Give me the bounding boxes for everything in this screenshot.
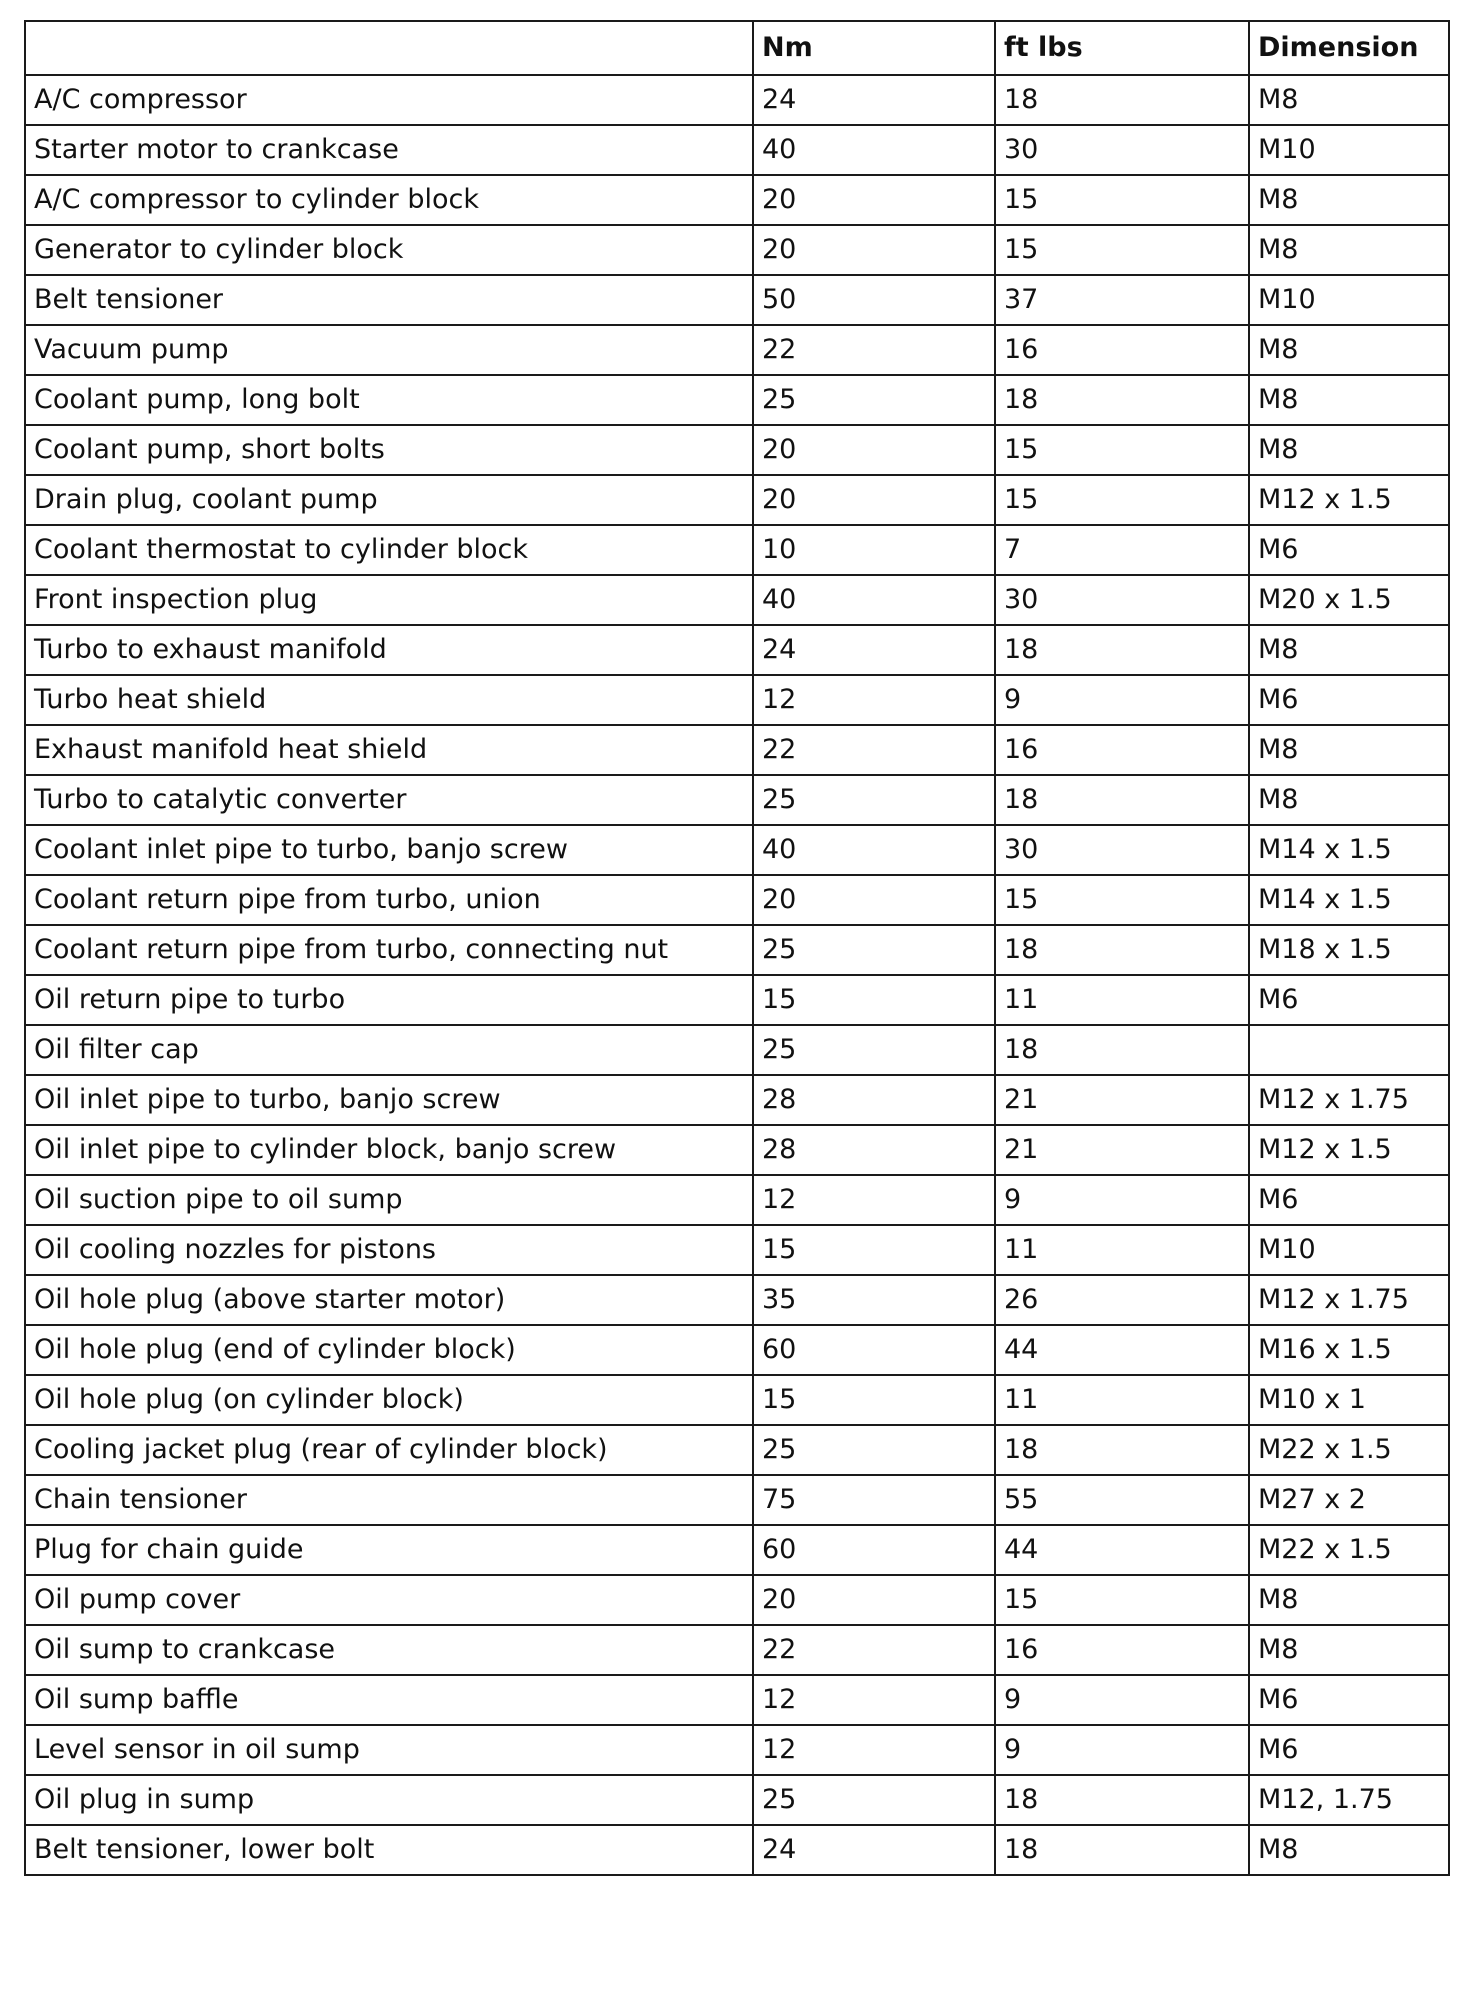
item-cell: Turbo heat shield <box>25 675 753 725</box>
table-row <box>25 275 1449 325</box>
nm-cell: 15 <box>753 1225 995 1275</box>
ft-lbs-cell: 9 <box>995 675 1249 725</box>
dimension-cell: M6 <box>1249 675 1449 725</box>
dimension-cell: M8 <box>1249 775 1449 825</box>
ft-lbs-cell: 55 <box>995 1475 1249 1525</box>
nm-cell: 12 <box>753 1675 995 1725</box>
nm-cell: 25 <box>753 375 995 425</box>
ft-lbs-cell: 15 <box>995 475 1249 525</box>
ft-lbs-cell: 9 <box>995 1725 1249 1775</box>
nm-cell: 12 <box>753 675 995 725</box>
nm-cell: 22 <box>753 725 995 775</box>
table-row <box>25 1125 1449 1175</box>
ft-lbs-cell: 18 <box>995 1425 1249 1475</box>
item-cell: Turbo to catalytic converter <box>25 775 753 825</box>
nm-cell: 12 <box>753 1175 995 1225</box>
nm-cell: 25 <box>753 775 995 825</box>
dimension-cell: M8 <box>1249 175 1449 225</box>
dimension-cell: M8 <box>1249 725 1449 775</box>
nm-cell: 12 <box>753 1725 995 1775</box>
item-cell: Oil inlet pipe to turbo, banjo screw <box>25 1075 753 1125</box>
dimension-cell: M8 <box>1249 1575 1449 1625</box>
nm-cell: 15 <box>753 1375 995 1425</box>
dimension-cell: M8 <box>1249 375 1449 425</box>
nm-cell: 20 <box>753 875 995 925</box>
table-row <box>25 1575 1449 1625</box>
dimension-cell: M6 <box>1249 1725 1449 1775</box>
table-row <box>25 575 1449 625</box>
item-cell: Coolant pump, short bolts <box>25 425 753 475</box>
item-cell: Oil filter cap <box>25 1025 753 1075</box>
ft-lbs-cell: 7 <box>995 525 1249 575</box>
ft-lbs-cell: 16 <box>995 1625 1249 1675</box>
item-cell: Coolant return pipe from turbo, connecting nut <box>25 925 753 975</box>
header-item <box>25 21 753 75</box>
table-row <box>25 125 1449 175</box>
table-row <box>25 675 1449 725</box>
nm-cell: 35 <box>753 1275 995 1325</box>
ft-lbs-cell: 16 <box>995 325 1249 375</box>
item-cell: Level sensor in oil sump <box>25 1725 753 1775</box>
ft-lbs-cell: 9 <box>995 1675 1249 1725</box>
nm-cell: 28 <box>753 1125 995 1175</box>
dimension-cell: M22 x 1.5 <box>1249 1425 1449 1475</box>
table-row <box>25 1625 1449 1675</box>
item-cell: Belt tensioner <box>25 275 753 325</box>
table-body <box>25 75 1449 1875</box>
item-cell: Chain tensioner <box>25 1475 753 1525</box>
nm-cell: 50 <box>753 275 995 325</box>
nm-cell: 20 <box>753 225 995 275</box>
nm-cell: 15 <box>753 975 995 1025</box>
item-cell: Exhaust manifold heat shield <box>25 725 753 775</box>
dimension-cell: M8 <box>1249 625 1449 675</box>
ft-lbs-cell: 11 <box>995 1225 1249 1275</box>
dimension-cell: M22 x 1.5 <box>1249 1525 1449 1575</box>
ft-lbs-cell: 44 <box>995 1325 1249 1375</box>
dimension-cell: M8 <box>1249 1825 1449 1875</box>
dimension-cell: M12 x 1.75 <box>1249 1075 1449 1125</box>
table-row <box>25 1775 1449 1825</box>
item-cell: Coolant inlet pipe to turbo, banjo screw <box>25 825 753 875</box>
ft-lbs-cell: 11 <box>995 1375 1249 1425</box>
ft-lbs-cell: 16 <box>995 725 1249 775</box>
dimension-cell: M8 <box>1249 325 1449 375</box>
item-cell: Belt tensioner, lower bolt <box>25 1825 753 1875</box>
item-cell: Front inspection plug <box>25 575 753 625</box>
dimension-cell: M16 x 1.5 <box>1249 1325 1449 1375</box>
header-row <box>25 21 1449 75</box>
table-row <box>25 725 1449 775</box>
dimension-cell: M18 x 1.5 <box>1249 925 1449 975</box>
item-cell: Drain plug, coolant pump <box>25 475 753 525</box>
dimension-cell <box>1249 1025 1449 1075</box>
ft-lbs-cell: 15 <box>995 425 1249 475</box>
table-row <box>25 775 1449 825</box>
header-nm: Nm <box>753 21 995 75</box>
nm-cell: 40 <box>753 575 995 625</box>
ft-lbs-cell: 15 <box>995 1575 1249 1625</box>
ft-lbs-cell: 15 <box>995 875 1249 925</box>
ft-lbs-cell: 15 <box>995 225 1249 275</box>
item-cell: Oil hole plug (on cylinder block) <box>25 1375 753 1425</box>
ft-lbs-cell: 21 <box>995 1125 1249 1175</box>
item-cell: A/C compressor to cylinder block <box>25 175 753 225</box>
dimension-cell: M6 <box>1249 1175 1449 1225</box>
ft-lbs-cell: 18 <box>995 1025 1249 1075</box>
dimension-cell: M6 <box>1249 525 1449 575</box>
nm-cell: 40 <box>753 825 995 875</box>
ft-lbs-cell: 37 <box>995 275 1249 325</box>
item-cell: Oil pump cover <box>25 1575 753 1625</box>
item-cell: Oil hole plug (above starter motor) <box>25 1275 753 1325</box>
nm-cell: 22 <box>753 325 995 375</box>
ft-lbs-cell: 18 <box>995 1825 1249 1875</box>
nm-cell: 20 <box>753 475 995 525</box>
item-cell: Oil suction pipe to oil sump <box>25 1175 753 1225</box>
table-row <box>25 1525 1449 1575</box>
table-row <box>25 1475 1449 1525</box>
dimension-cell: M12, 1.75 <box>1249 1775 1449 1825</box>
table-row <box>25 475 1449 525</box>
ft-lbs-cell: 18 <box>995 1775 1249 1825</box>
table-row <box>25 875 1449 925</box>
table-row <box>25 975 1449 1025</box>
dimension-cell: M10 <box>1249 125 1449 175</box>
nm-cell: 75 <box>753 1475 995 1525</box>
ft-lbs-cell: 18 <box>995 625 1249 675</box>
item-cell: Cooling jacket plug (rear of cylinder block) <box>25 1425 753 1475</box>
item-cell: Oil sump to crankcase <box>25 1625 753 1675</box>
ft-lbs-cell: 44 <box>995 1525 1249 1575</box>
dimension-cell: M8 <box>1249 1625 1449 1675</box>
nm-cell: 25 <box>753 1025 995 1075</box>
nm-cell: 40 <box>753 125 995 175</box>
item-cell: Coolant pump, long bolt <box>25 375 753 425</box>
table-row <box>25 75 1449 125</box>
nm-cell: 25 <box>753 1425 995 1475</box>
table-row <box>25 425 1449 475</box>
nm-cell: 60 <box>753 1525 995 1575</box>
table-row <box>25 1225 1449 1275</box>
table-row <box>25 1025 1449 1075</box>
table-row <box>25 1675 1449 1725</box>
ft-lbs-cell: 18 <box>995 375 1249 425</box>
ft-lbs-cell: 18 <box>995 775 1249 825</box>
dimension-cell: M8 <box>1249 225 1449 275</box>
dimension-cell: M14 x 1.5 <box>1249 825 1449 875</box>
table-row <box>25 1725 1449 1775</box>
item-cell: Plug for chain guide <box>25 1525 753 1575</box>
nm-cell: 24 <box>753 625 995 675</box>
ft-lbs-cell: 9 <box>995 1175 1249 1225</box>
item-cell: Oil inlet pipe to cylinder block, banjo screw <box>25 1125 753 1175</box>
item-cell: Turbo to exhaust manifold <box>25 625 753 675</box>
table-row <box>25 1075 1449 1125</box>
table-row <box>25 1275 1449 1325</box>
nm-cell: 60 <box>753 1325 995 1375</box>
table-row <box>25 625 1449 675</box>
table-row <box>25 825 1449 875</box>
ft-lbs-cell: 11 <box>995 975 1249 1025</box>
table-row <box>25 175 1449 225</box>
nm-cell: 25 <box>753 925 995 975</box>
item-cell: Oil hole plug (end of cylinder block) <box>25 1325 753 1375</box>
ft-lbs-cell: 30 <box>995 125 1249 175</box>
table-row <box>25 375 1449 425</box>
dimension-cell: M10 <box>1249 1225 1449 1275</box>
nm-cell: 25 <box>753 1775 995 1825</box>
torque-spec-table <box>24 20 1450 1876</box>
table-row <box>25 225 1449 275</box>
dimension-cell: M8 <box>1249 75 1449 125</box>
ft-lbs-cell: 18 <box>995 925 1249 975</box>
dimension-cell: M8 <box>1249 425 1449 475</box>
nm-cell: 24 <box>753 1825 995 1875</box>
nm-cell: 20 <box>753 175 995 225</box>
dimension-cell: M20 x 1.5 <box>1249 575 1449 625</box>
ft-lbs-cell: 30 <box>995 825 1249 875</box>
dimension-cell: M10 <box>1249 275 1449 325</box>
header-dimension: Dimension <box>1249 21 1449 75</box>
nm-cell: 20 <box>753 425 995 475</box>
item-cell: Starter motor to crankcase <box>25 125 753 175</box>
table-row <box>25 325 1449 375</box>
dimension-cell: M12 x 1.5 <box>1249 475 1449 525</box>
nm-cell: 24 <box>753 75 995 125</box>
dimension-cell: M12 x 1.5 <box>1249 1125 1449 1175</box>
dimension-cell: M12 x 1.75 <box>1249 1275 1449 1325</box>
dimension-cell: M6 <box>1249 1675 1449 1725</box>
item-cell: Oil plug in sump <box>25 1775 753 1825</box>
nm-cell: 20 <box>753 1575 995 1625</box>
item-cell: Generator to cylinder block <box>25 225 753 275</box>
table-row <box>25 1175 1449 1225</box>
item-cell: Vacuum pump <box>25 325 753 375</box>
header-ft-lbs: ft lbs <box>995 21 1249 75</box>
item-cell: Oil cooling nozzles for pistons <box>25 1225 753 1275</box>
table-row <box>25 525 1449 575</box>
nm-cell: 28 <box>753 1075 995 1125</box>
nm-cell: 10 <box>753 525 995 575</box>
ft-lbs-cell: 21 <box>995 1075 1249 1125</box>
item-cell: Oil return pipe to turbo <box>25 975 753 1025</box>
table-row <box>25 1325 1449 1375</box>
item-cell: Coolant return pipe from turbo, union <box>25 875 753 925</box>
ft-lbs-cell: 26 <box>995 1275 1249 1325</box>
ft-lbs-cell: 18 <box>995 75 1249 125</box>
dimension-cell: M27 x 2 <box>1249 1475 1449 1525</box>
nm-cell: 22 <box>753 1625 995 1675</box>
table-row <box>25 1375 1449 1425</box>
table-row <box>25 1425 1449 1475</box>
dimension-cell: M14 x 1.5 <box>1249 875 1449 925</box>
item-cell: Coolant thermostat to cylinder block <box>25 525 753 575</box>
table-row <box>25 925 1449 975</box>
item-cell: A/C compressor <box>25 75 753 125</box>
ft-lbs-cell: 30 <box>995 575 1249 625</box>
ft-lbs-cell: 15 <box>995 175 1249 225</box>
dimension-cell: M10 x 1 <box>1249 1375 1449 1425</box>
item-cell: Oil sump baffle <box>25 1675 753 1725</box>
dimension-cell: M6 <box>1249 975 1449 1025</box>
table-row <box>25 1825 1449 1875</box>
